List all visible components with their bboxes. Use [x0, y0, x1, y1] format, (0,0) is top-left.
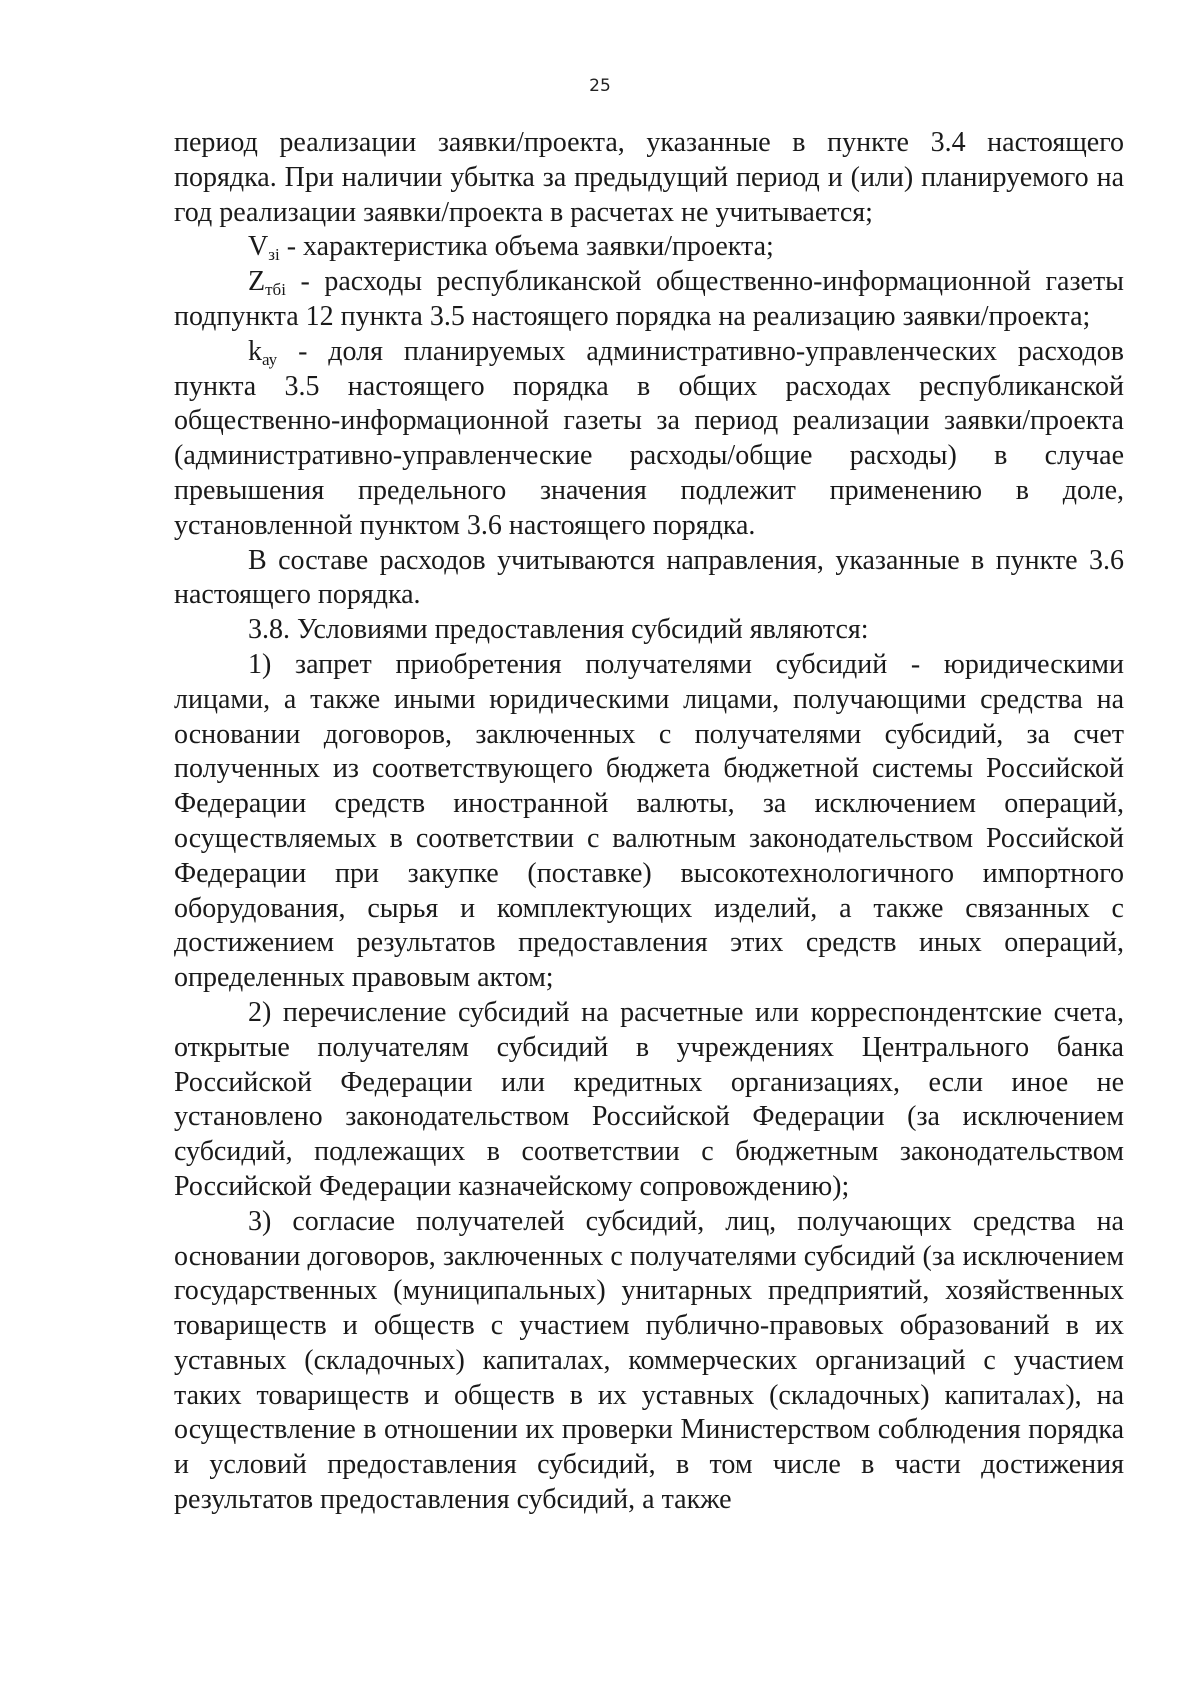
variable-subscript: тбi [265, 280, 286, 300]
variable-definition: - характеристика объема заявки/проекта; [279, 231, 774, 263]
variable-symbol: k [248, 335, 262, 367]
variable-subscript: зi [268, 245, 280, 265]
variable-definition: - доля планируемых административно-управленческих расходов пункта 3.5 настоящего порядка в общих расходах республиканской общественно-информационной газеты за период реализации заявки/проекта (административно-управленческие расходы/общие расходы) в случае превышения предельного значения подлежит применению в доле, установленной пунктом 3.6 настоящего порядка. [174, 335, 1124, 541]
paragraph-expense-directions: В составе расходов учитываются направления, указанные в пункте 3.6 настоящего порядка. [174, 544, 1124, 611]
section-3-8-heading: 3.8. Условиями предоставления субсидий являются: [248, 614, 869, 646]
paragraph-k-definition [174, 335, 1124, 544]
condition-item-3: 3) согласие получателей субсидий, лиц, получающих средства на основании договоров, заключенных с получателями субсидий (за исключением государственных (муниципальных) унитарных предприятий, хозяйственных товариществ и обществ с участием публично-правовых образований в их уставных (складочных) капиталах, коммерческих организаций с участием таких товариществ и обществ в их уставных (складочных) капиталах), на осуществление в отношении их проверки Министерством соблюдения порядка и условий предоставления субсидий, в том числе в части достижения результатов предоставления субсидий, а также [174, 1205, 1124, 1516]
paragraph-z-definition [174, 265, 1124, 335]
paragraph-v-definition [174, 230, 1124, 265]
document-body [174, 126, 1124, 1518]
variable-definition: - расходы республиканской общественно-информационной газеты подпункта 12 пункта 3.5 настоящего порядка на реализацию заявки/проекта; [174, 266, 1124, 332]
page-number: 25 [589, 76, 611, 96]
variable-symbol: Z [248, 266, 266, 298]
condition-item-1: 1) запрет приобретения получателями субсидий - юридическими лицами, а также иными юридическими лицами, получающими средства на основании договоров, заключенных с получателями субсидий, за счет полученных из соответствующего бюджета бюджетной системы Российской Федерации средств иностранной валюты, за исключением операций, осуществляемых в соответствии с валютным законодательством Российской Федерации при закупке (поставке) высокотехнологичного импортного оборудования, сырья и комплектующих изделий, а также связанных с достижением результатов предоставления этих средств иных операций, определенных правовым актом; [174, 648, 1124, 994]
variable-symbol: V [248, 231, 269, 263]
paragraph-continuation: период реализации заявки/проекта, указанные в пункте 3.4 настоящего порядка. При наличии убытка за предыдущий период и (или) планируемого на год реализации заявки/проекта в расчетах не учитывается; [174, 127, 1124, 228]
variable-subscript: ау [262, 349, 278, 369]
condition-item-2: 2) перечисление субсидий на расчетные или корреспондентские счета, открытые получателям субсидий в учреждениях Центрального банка Российской Федерации или кредитных организациях, если иное не установлено законодательством Российской Федерации (за исключением субсидий, подлежащих в соответствии с бюджетным законодательством Российской Федерации казначейскому сопровождению); [174, 996, 1124, 1202]
